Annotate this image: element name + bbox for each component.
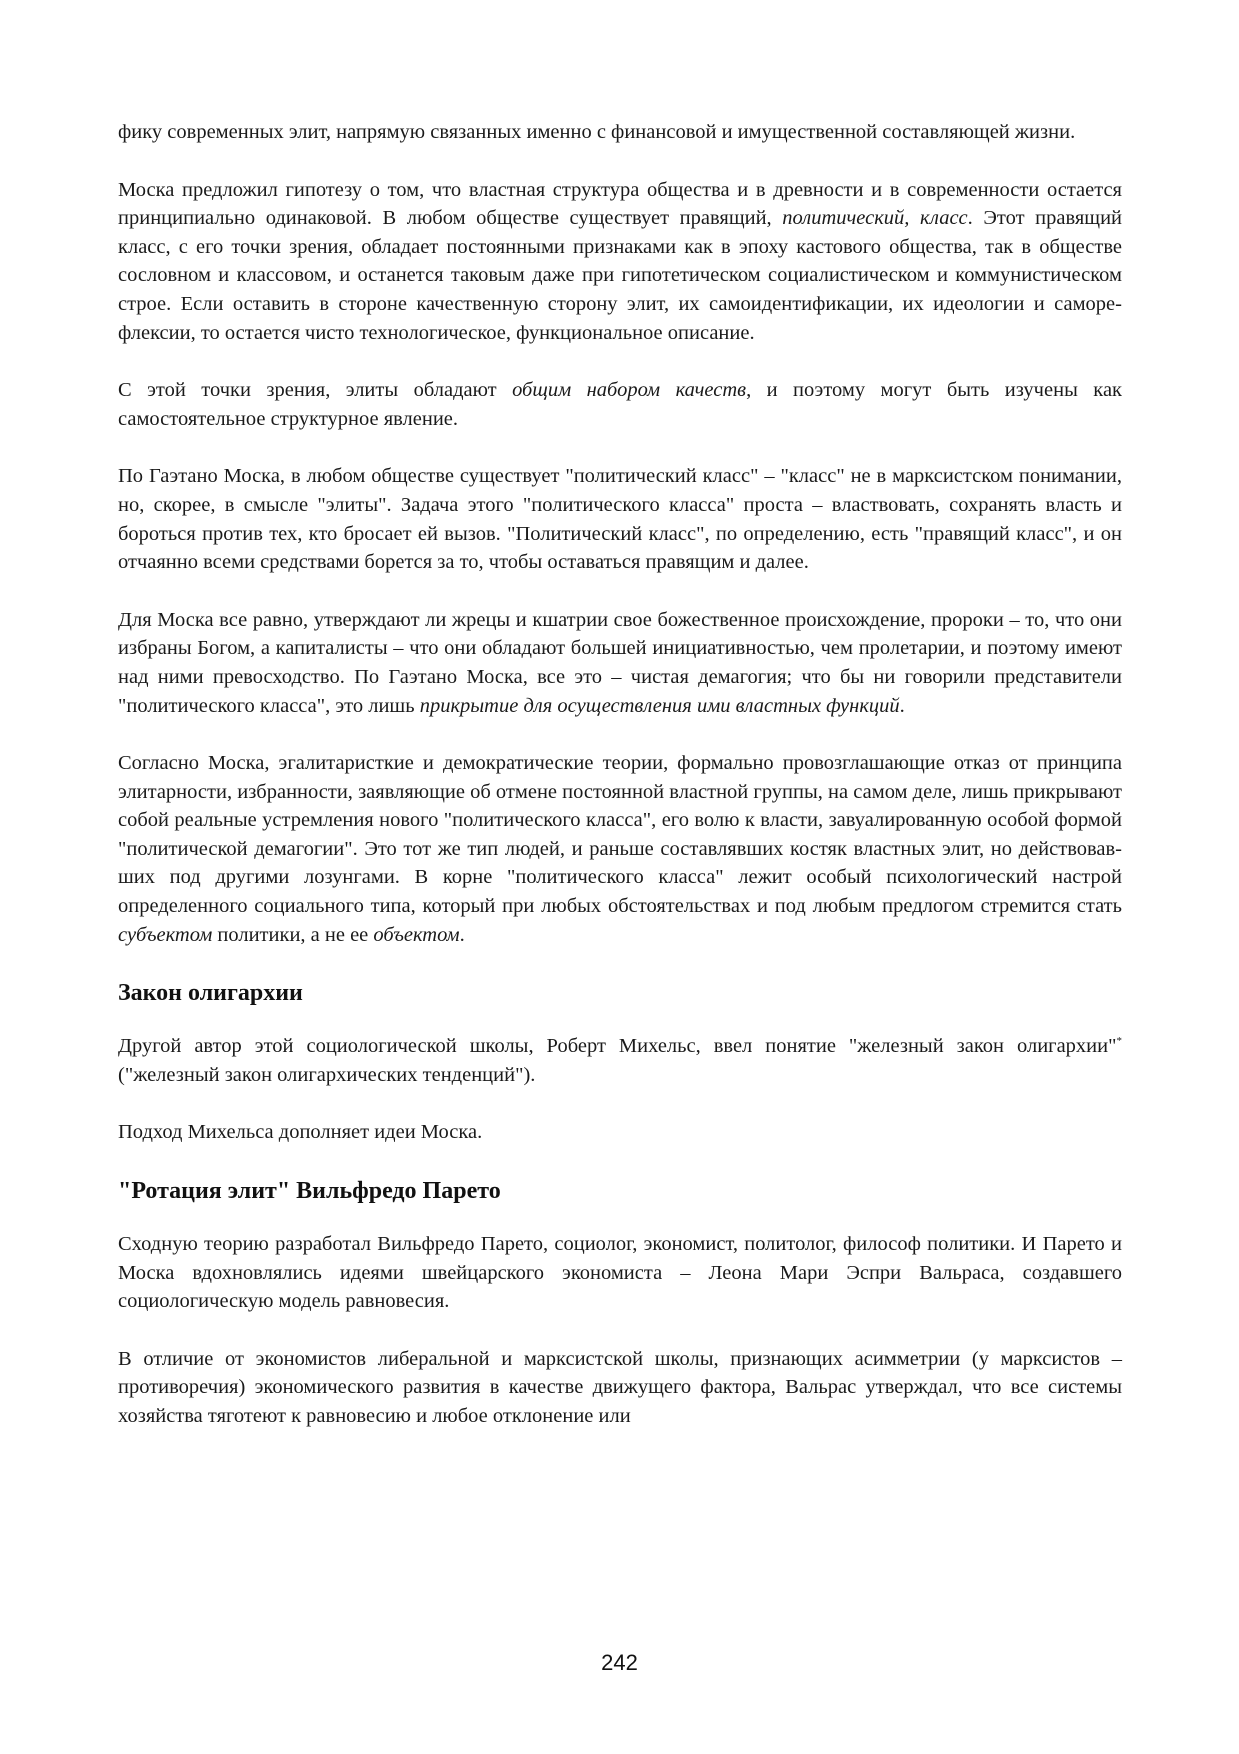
- emphasis-subject: субъектом: [118, 923, 213, 946]
- paragraph-1: фику современных элит, напрямую связанных именно с финансовой и имущественной составляющей жизни.: [118, 121, 1076, 143]
- emphasis-cover: прикрытие для осуществления ими властных функций: [419, 694, 900, 717]
- emphasis-object: объектом: [373, 923, 460, 946]
- paragraph-2: Моска предложил гипотезу о том, что властная структура общества и в древности и в современности остается принципиально одинаковой. В любом обществе существует правящий, политический, класс. Этот правящий класс, с его точки зрения, обладает постоянными признаками как в эпоху кастового общества, так в обществе сословном и классовом, и останется таковым даже при гипотетическом социалистическом и коммунистическом строе. Если оставить в стороне качественную сторону элит, их самоидентификации, их идеологии и саморефлексии, то остается чисто технологическое, функциональное описание.: [118, 178, 1123, 344]
- page-number: 242: [601, 1650, 638, 1675]
- footnote-marker[interactable]: *: [1116, 1035, 1122, 1048]
- emphasis-political-class: политический, класс: [782, 207, 968, 230]
- section-heading-oligarchy: Закон олигархии: [118, 980, 303, 1007]
- paragraph-3: С этой точки зрения, элиты обладают общим набором качеств, и поэтому могут быть изучены как самостоятельное структурное явление.: [118, 379, 1122, 430]
- document-body: [118, 118, 1122, 1460]
- paragraph-6: Согласно Моска, эгалитаристкие и демократические теории, формально провозглашающие отказ от принципа элитарности, избранности, заявляющие об отмене постоянной властной группы, на самом деле, лишь прикрывают собой реальные устремления нового "политического класса", его волю к власти, завуалированную особой формой "политической демагогии". Это тот же тип людей, и раньше составлявших костяк властных элит, но действовавших под другими лозунгами. В корне "политического класса" лежит особый психологический настрой определенного социального типа, который при любых обстоятельствах и под любым предлогом стремится стать субъектом политики, а не ее объектом.: [118, 752, 1122, 946]
- paragraph-9: Сходную теорию разработал Вильфредо Парето, социолог, экономист, политолог, философ политики. И Парето и Моска вдохновлялись идеями швейцарского экономиста – Леона Мари Эспри Вальраса, создавшего социологическую модель равновесия.: [118, 1233, 1122, 1313]
- emphasis-common-qualities: общим набором качеств: [512, 379, 747, 402]
- paragraph-8: Подход Михельса дополняет идеи Моска.: [118, 1121, 483, 1144]
- paragraph-4: По Гаэтано Моска, в любом обществе существует "политический класс" – "класс" не в марксистском понимании, но, скорее, в смысле "элиты". Задача этого "политического класса" проста – властвовать, сохранять власть и бороться против тех, кто бросает ей вызов. "Политический класс", по определению, есть "правящий класс", и он отчаянно всеми средствами борется за то, чтобы оставаться правящим и далее.: [118, 465, 1122, 574]
- paragraph-5: Для Моска все равно, утверждают ли жрецы и кшатрии свое божественное происхождение, пророки – то, что они избраны Богом, а капиталисты – что они обладают большей инициативностью, чем пролетарии, и поэтому имеют над ними превосходство. По Гаэтано Моска, все это – чистая демагогия; что бы ни говорили представители "политического класса", это лишь прикрытие для осуществления ими властных функций.: [118, 608, 1122, 717]
- paragraph-7: Другой автор этой социологической школы, Роберт Михельс, ввел понятие "железный закон олигархии"* ("железный закон олигархических тенденций").: [118, 1035, 1122, 1086]
- paragraph-10: В отличие от экономистов либеральной и марксистской школы, признающих асимметрии (у марксистов – противоречия) экономического развития в качестве движущего фактора, Вальрас утверждал, что все системы хозяйства тяготеют к равновесию и любое отклонение или: [118, 1347, 1122, 1427]
- section-heading-pareto: "Ротация элит" Вильфредо Парето: [118, 1178, 501, 1205]
